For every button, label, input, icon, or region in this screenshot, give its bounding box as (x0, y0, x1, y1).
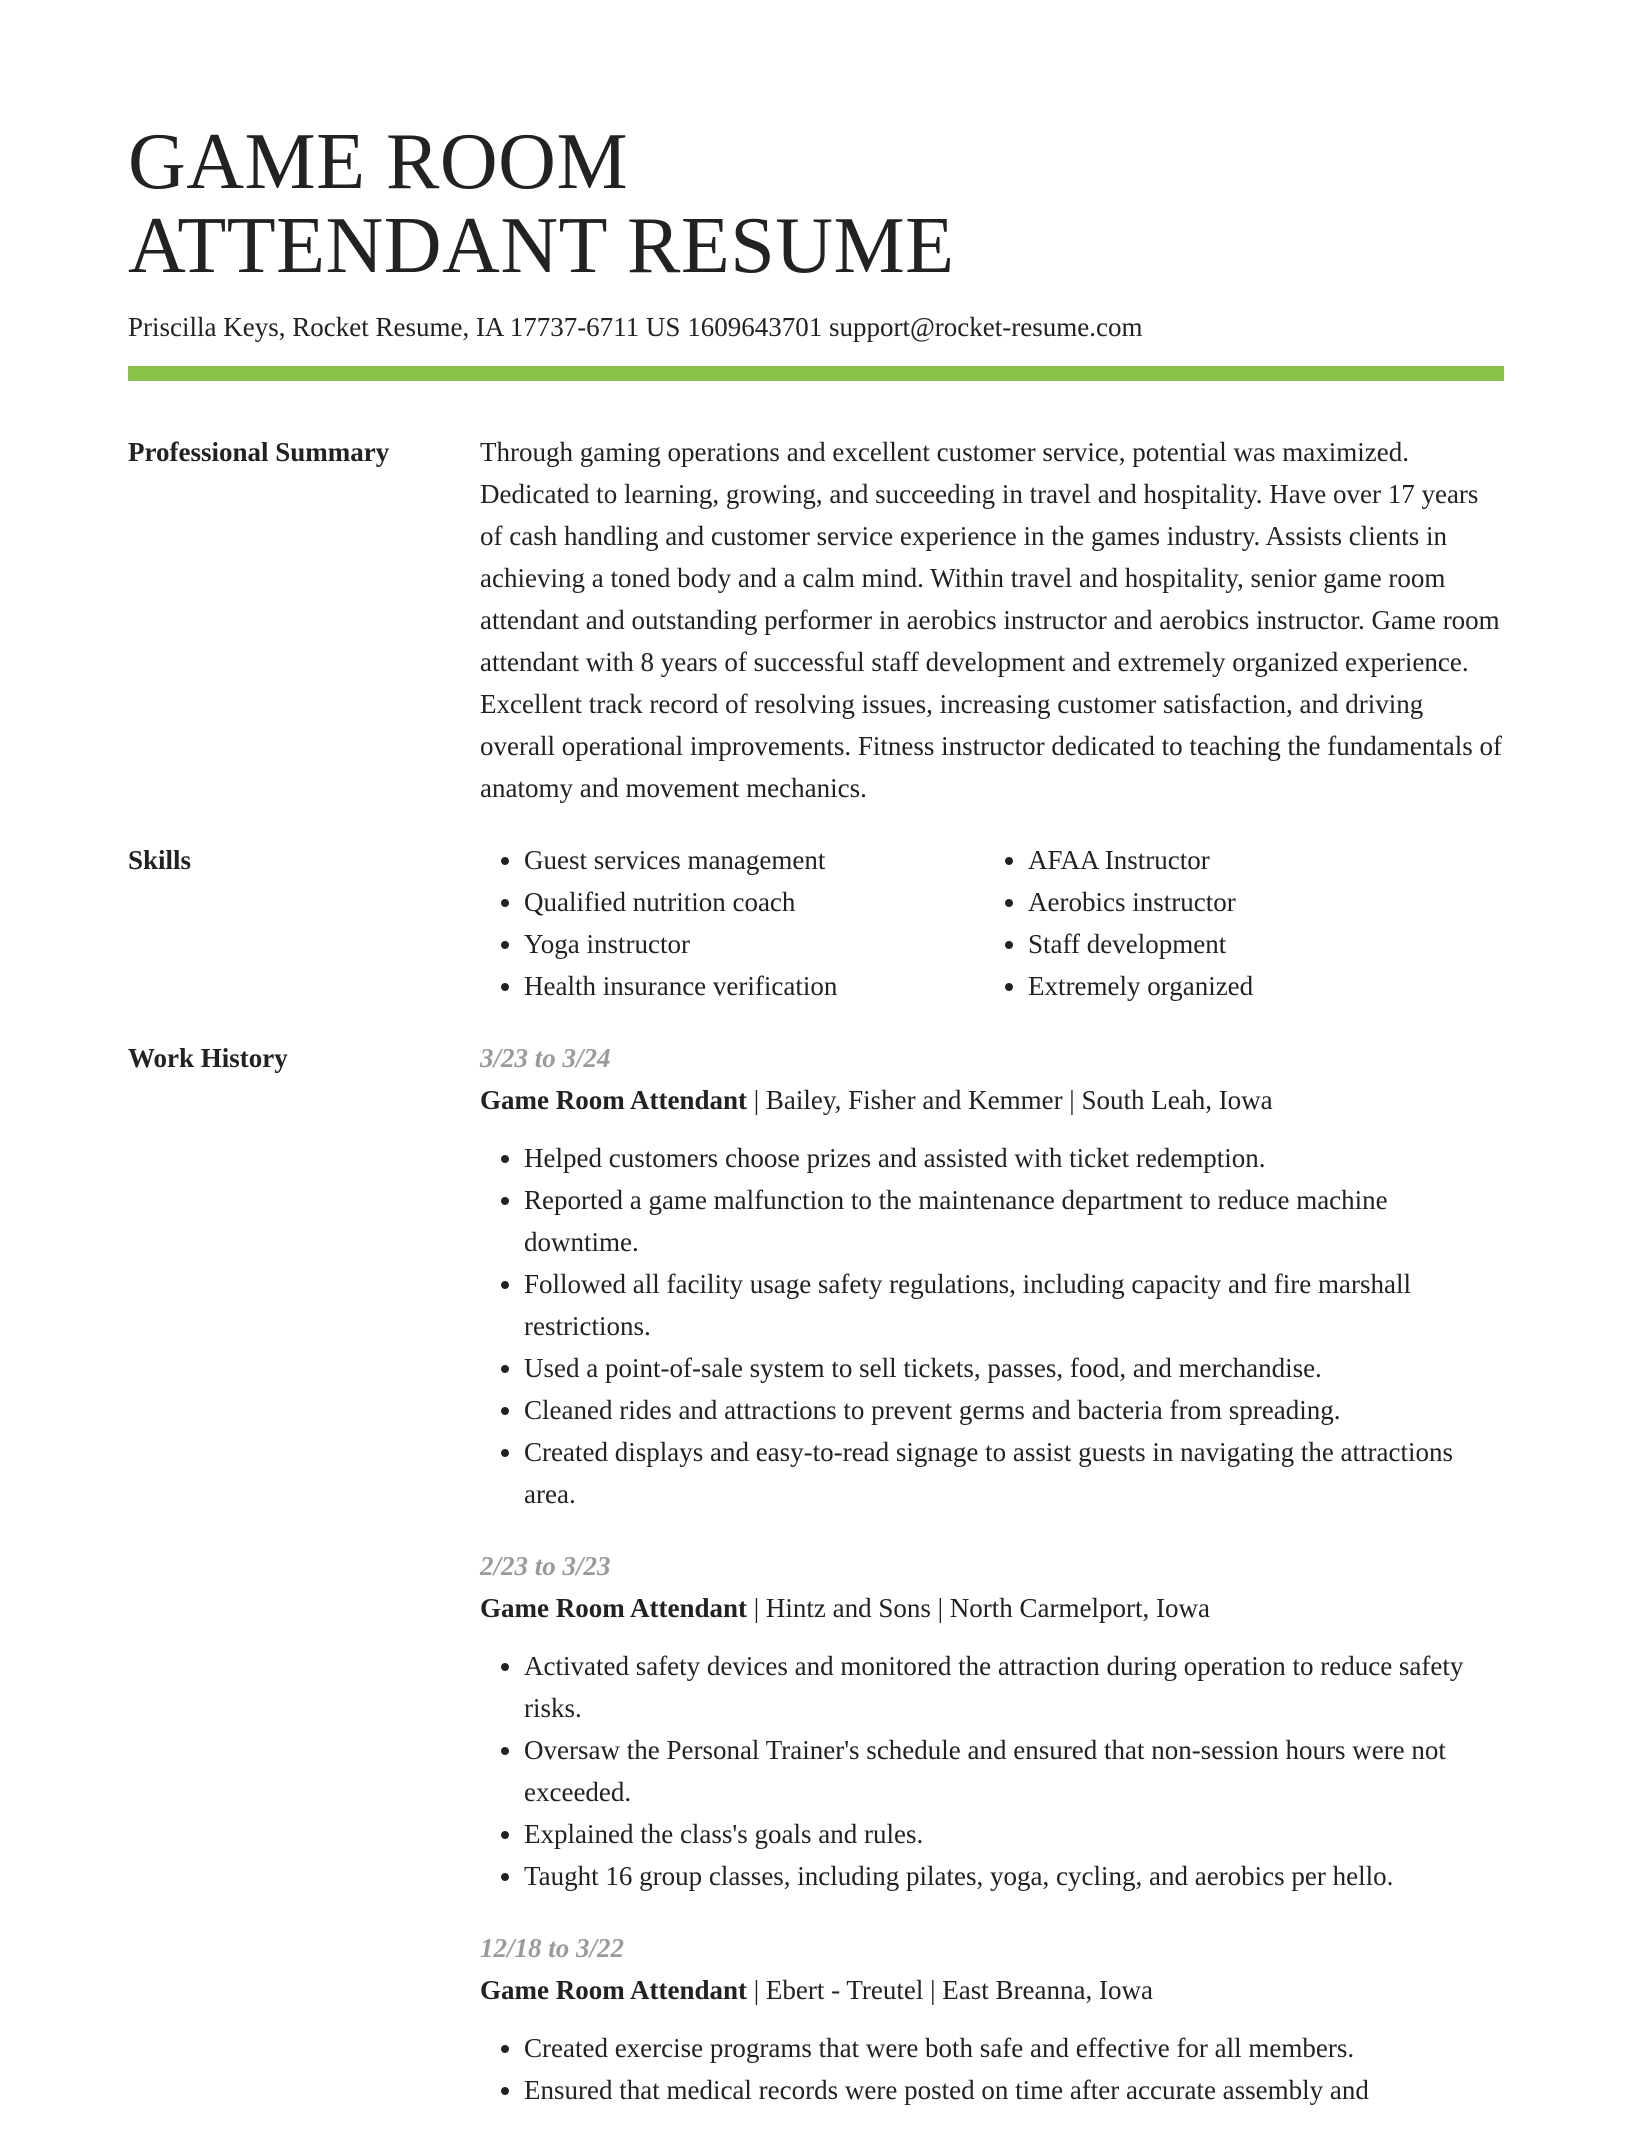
job-bullet: • Ensured that medical records were posted on time after accurate assembly and (524, 2069, 1504, 2111)
job-dates: 3/23 to 3/24 (480, 1043, 611, 1073)
resume-page (128, 120, 1504, 2141)
skill-item: • Yoga instructor (524, 923, 984, 965)
job-bullet: • Created exercise programs that were both safe and effective for all members. (524, 2027, 1504, 2069)
job-entry (480, 1037, 1504, 1515)
job-bullet: • Oversaw the Personal Trainer's schedule and ensured that non-session hours were not exceeded. (524, 1729, 1504, 1813)
skill-item: • Qualified nutrition coach (524, 881, 984, 923)
job-bullet: • Created displays and easy-to-read signage to assist guests in navigating the attractions area. (524, 1431, 1504, 1515)
skill-item: • Health insurance verification (524, 965, 984, 1007)
job-bullets (480, 1137, 1504, 1515)
accent-divider (128, 366, 1504, 381)
job-heading (480, 1079, 1504, 1121)
job-entry (480, 1927, 1504, 2111)
skill-item: • Guest services management (524, 839, 984, 881)
job-heading (480, 1969, 1504, 2011)
work-history-label: Work History (128, 1043, 288, 1073)
work-history-section (128, 1037, 1504, 2141)
skills-column-right (984, 839, 1488, 1007)
skills-label: Skills (128, 845, 192, 875)
job-bullet: • Activated safety devices and monitored the attraction during operation to reduce safety risks. (524, 1645, 1504, 1729)
job-details: | Ebert - Treutel | East Breanna, Iowa (746, 1975, 1153, 2005)
summary-text: Through gaming operations and excellent customer service, potential was maximized. Dedicated to learning, growing, and succeeding in travel and hospitality. Have over 17 years of cash handling and customer service experience in the games industry. Assists clients in achieving a toned body and a calm mind. Within travel and hospitality, senior game room attendant and outstanding performer in aerobics instructor and aerobics instructor. Game room attendant with 8 years of successful staff development and extremely organized experience. Excellent track record of resolving issues, increasing customer satisfaction, and driving overall operational improvements. Fitness instructor dedicated to teaching the fundamentals of anatomy and movement mechanics. (480, 437, 1502, 803)
job-bullets (480, 1645, 1504, 1897)
job-title: Game Room Attendant (480, 1085, 747, 1115)
title-line-1: GAME ROOM (128, 118, 629, 206)
job-heading (480, 1587, 1504, 1629)
contact-line: Priscilla Keys, Rocket Resume, IA 17737-6711 US 1609643701 support@rocket-resume.com (128, 312, 1143, 342)
job-title: Game Room Attendant (480, 1593, 747, 1623)
job-bullet: • Used a point-of-sale system to sell tickets, passes, food, and merchandise. (524, 1347, 1504, 1389)
job-details: | Bailey, Fisher and Kemmer | South Leah, Iowa (746, 1085, 1273, 1115)
job-title: Game Room Attendant (480, 1975, 747, 2005)
job-entry (480, 1545, 1504, 1897)
summary-section (128, 431, 1504, 809)
job-bullet: • Explained the class's goals and rules. (524, 1813, 1504, 1855)
job-dates: 2/23 to 3/23 (480, 1551, 611, 1581)
skill-item: • Extremely organized (1028, 965, 1488, 1007)
job-bullet: • Cleaned rides and attractions to prevent germs and bacteria from spreading. (524, 1389, 1504, 1431)
job-bullets (480, 2027, 1504, 2111)
job-bullet: • Followed all facility usage safety regulations, including capacity and fire marshall restrictions. (524, 1263, 1504, 1347)
summary-label: Professional Summary (128, 437, 390, 467)
skill-item: • AFAA Instructor (1028, 839, 1488, 881)
skills-column-left (480, 839, 984, 1007)
skill-item: • Aerobics instructor (1028, 881, 1488, 923)
resume-title (128, 120, 1504, 288)
work-history-body (480, 1037, 1504, 2141)
job-bullet: • Helped customers choose prizes and assisted with ticket redemption. (524, 1137, 1504, 1179)
job-bullet: • Reported a game malfunction to the maintenance department to reduce machine downtime. (524, 1179, 1504, 1263)
job-bullet: • Taught 16 group classes, including pilates, yoga, cycling, and aerobics per hello. (524, 1855, 1504, 1897)
skills-section (128, 839, 1504, 1007)
title-line-2: ATTENDANT RESUME (128, 202, 955, 290)
job-details: | Hintz and Sons | North Carmelport, Iowa (746, 1593, 1210, 1623)
job-dates: 12/18 to 3/22 (480, 1933, 625, 1963)
skills-grid (480, 839, 1504, 1007)
skill-item: • Staff development (1028, 923, 1488, 965)
